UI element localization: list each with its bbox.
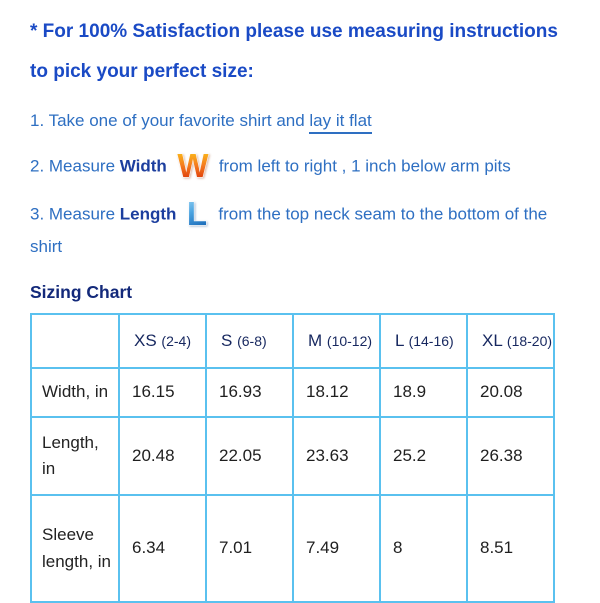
sizing-table [30,313,555,603]
heading-line-1: * For 100% Satisfaction please use measuring instructions [30,21,558,42]
step-2-text: 2. Measure [30,156,120,176]
table-cell: 8.51 [467,495,554,602]
size-range: (14-16) [408,332,454,349]
size-label: XS [134,330,157,350]
length-keyword: Length [119,204,177,224]
table-cell: 18.9 [380,368,467,417]
step-2-text-after: from left to right , 1 inch below arm pits [218,156,511,176]
width-letter-glyph: W [177,147,209,184]
table-cell: 7.01 [206,495,293,602]
row-label-sleeve-length: Sleeve length, in [31,495,119,602]
instruction-step-3 [30,195,572,262]
col-header-xs [119,314,206,368]
table-row-length [31,417,554,495]
table-cell: 23.63 [293,417,380,495]
size-range: (10-12) [326,332,373,349]
step-3-text: 3. Measure [30,204,120,224]
corner-cell [31,314,119,368]
sizing-chart-title: Sizing Chart [30,282,133,302]
width-keyword: Width [119,156,167,176]
table-row-width [31,368,554,417]
table-cell: 16.15 [119,368,206,417]
size-label: S [221,330,233,350]
row-label-length: Length, in [31,417,119,495]
measuring-instructions-heading [30,12,572,92]
table-cell: 6.34 [119,495,206,602]
col-header-xl [467,314,554,368]
col-header-s [206,314,293,368]
table-cell: 16.93 [206,368,293,417]
table-cell: 7.49 [293,495,380,602]
col-header-l [380,314,467,368]
table-cell: 25.2 [380,417,467,495]
table-row-sleeve-length [31,495,554,602]
size-label: M [308,330,323,350]
table-cell: 22.05 [206,417,293,495]
table-header-row [31,314,554,368]
table-cell: 26.38 [467,417,554,495]
size-label: XL [482,330,503,350]
table-cell: 18.12 [293,368,380,417]
size-range: (18-20) [506,332,553,349]
lay-it-flat-underlined-text: lay it flat [309,111,371,134]
size-range: (6-8) [237,332,267,349]
measuring-instructions-list [30,106,572,262]
table-cell: 20.48 [119,417,206,495]
length-letter-icon [182,194,212,232]
size-label: L [395,330,404,350]
step-1-text: 1. Take one of your favorite shirt and [30,111,310,130]
table-cell: 20.08 [467,368,554,417]
heading-line-2: to pick your perfect size: [30,61,254,82]
table-cell: 8 [380,495,467,602]
step-3-text-after: from the top neck seam to the bottom of the shirt [30,204,548,256]
col-header-m [293,314,380,368]
row-label-width: Width, in [31,368,119,417]
length-letter-glyph: L [187,195,208,232]
size-range: (2-4) [161,332,191,349]
instruction-step-2 [30,147,572,184]
width-letter-icon [173,146,213,184]
instruction-step-1 [30,106,572,136]
